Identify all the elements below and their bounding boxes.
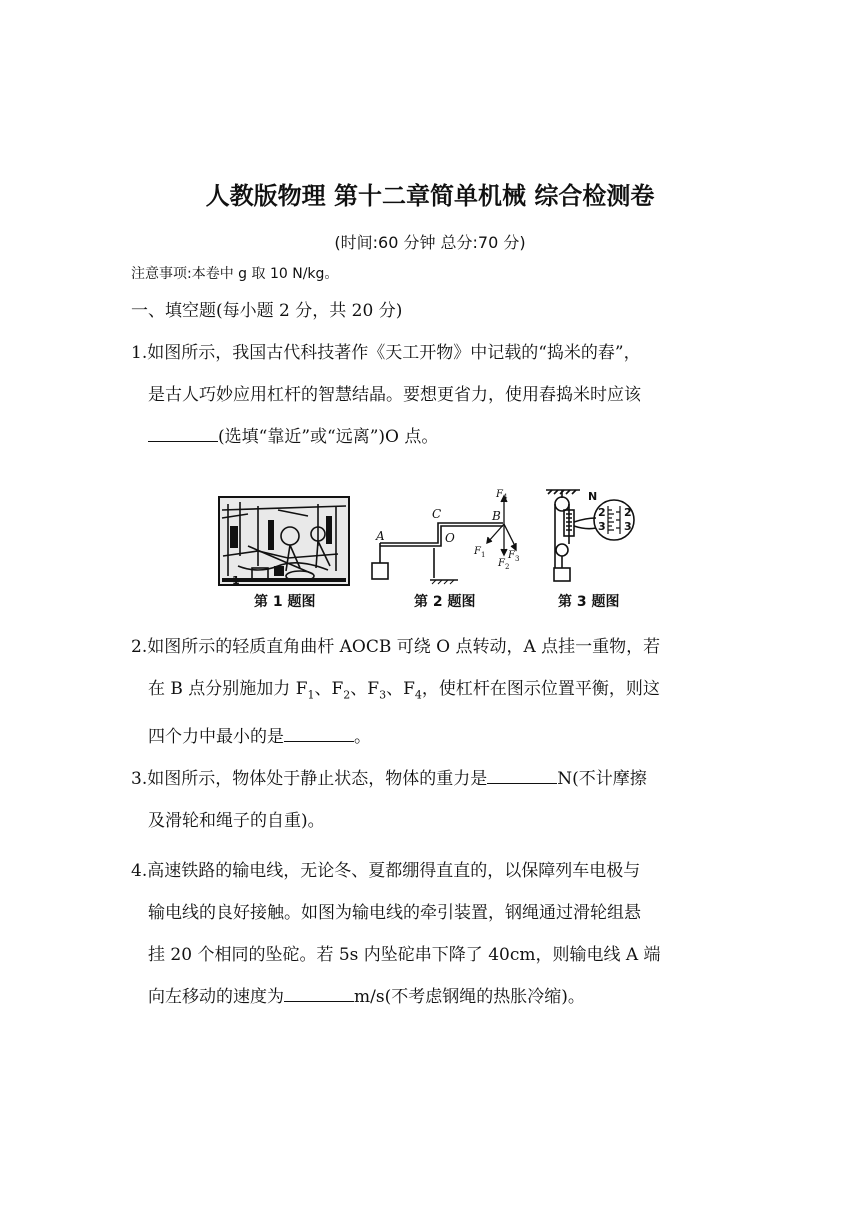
label-b: B — [492, 509, 501, 523]
q4-line-4-text-b: m/s(不考虑钢绳的热胀冷缩)。 — [354, 987, 585, 1007]
label-f2-sub: 2 — [505, 563, 510, 571]
section-heading: 一、填空题(每小题 2 分，共 20 分) — [131, 301, 403, 321]
tick-2-left: 2 — [598, 506, 606, 519]
label-f3: F — [508, 550, 515, 561]
label-o: O — [445, 531, 455, 545]
q1-line-3 — [131, 416, 751, 458]
q3-line-2: 及滑轮和绳子的自重)。 — [148, 811, 325, 831]
q4-line-2: 输电线的良好接触。如图为输电线的牵引装置，钢绳通过滑轮组悬 — [148, 903, 641, 923]
q1-line-3-text: (选填“靠近”或“远离”)O 点。 — [218, 427, 439, 447]
figure-2-lever — [368, 488, 518, 588]
exam-info: (时间:60 分钟 总分:70 分) — [334, 233, 526, 252]
figure-1-caption: 第 1 题图 — [254, 594, 316, 610]
q2-sub-2: 2 — [343, 688, 351, 702]
q2-sep-2: 、F — [350, 679, 380, 699]
figure-2-caption: 第 2 题图 — [414, 594, 476, 610]
svg-text:1: 1 — [232, 574, 240, 587]
tick-3-left: 3 — [598, 520, 606, 533]
q4-line-4-text-a: 向左移动的速度为 — [148, 987, 284, 1007]
page-title: 人教版物理 第十二章简单机械 综合检测卷 — [205, 182, 655, 210]
exam-note: 注意事项:本卷中 g 取 10 N/kg。 — [131, 266, 339, 282]
figure-3-caption: 第 3 题图 — [558, 594, 620, 610]
label-c: C — [432, 507, 442, 521]
q2-line-3-text-b: 。 — [354, 727, 371, 748]
answer-blank-4[interactable] — [284, 983, 354, 1002]
q4-line-4 — [131, 976, 751, 1018]
label-a: A — [376, 529, 385, 543]
label-f2: F — [498, 558, 505, 569]
q1-line-1: 1.如图所示，我国古代科技著作《天工开物》中记载的“捣米的舂”， — [131, 343, 641, 363]
q2-line-2-text-a: 在 B 点分别施加力 F — [148, 679, 308, 699]
label-f4: F — [496, 489, 503, 500]
q4-line-1: 4.高速铁路的输电线，无论冬、夏都绷得直直的，以保障列车电极与 — [131, 861, 641, 881]
question-2 — [131, 626, 751, 758]
tick-2-right: 2 — [624, 506, 632, 519]
q2-line-2 — [131, 668, 751, 716]
q3-line-1-text-a: 3.如图所示，物体处于静止状态，物体的重力是 — [131, 769, 488, 789]
answer-blank-1[interactable] — [148, 423, 218, 442]
answer-blank-2[interactable] — [284, 723, 354, 742]
figure-3-pulley — [540, 488, 658, 588]
q2-sub-4: 4 — [414, 688, 422, 702]
q3-line-1 — [131, 758, 751, 800]
q2-sep-3: 、F — [386, 679, 415, 699]
question-4 — [131, 850, 751, 1018]
q2-sub-3: 3 — [379, 688, 387, 702]
label-f4-sub: 4 — [503, 493, 508, 501]
q2-line-3 — [131, 716, 751, 758]
q2-line-2-text-b: ，使杠杆在图示位置平衡，则这 — [421, 679, 660, 699]
q2-sep-1: 、F — [314, 679, 344, 699]
tick-3-right: 3 — [624, 520, 632, 533]
figure-1-illustration — [218, 496, 350, 586]
label-f3-sub: 3 — [515, 555, 520, 563]
q1-line-2: 是古人巧妙应用杠杆的智慧结晶。要想更省力，使用舂捣米时应该 — [148, 385, 641, 405]
figure-strip — [218, 488, 658, 616]
q4-line-3: 挂 20 个相同的坠砣。若 5s 内坠砣串下降了 40cm，则输电线 A 端 — [148, 945, 661, 965]
question-1 — [131, 332, 751, 458]
label-n: N — [588, 490, 598, 503]
answer-blank-3[interactable] — [487, 765, 557, 784]
label-f1: F — [474, 546, 481, 557]
q3-line-1-text-b: N(不计摩擦 — [557, 769, 647, 789]
q2-line-3-text-a: 四个力中最小的是 — [148, 727, 284, 748]
q2-line-1: 2.如图所示的轻质直角曲杆 AOCB 可绕 O 点转动，A 点挂一重物，若 — [131, 637, 661, 657]
q2-sub-1: 1 — [307, 688, 315, 702]
question-3 — [131, 758, 751, 842]
label-f1-sub: 1 — [481, 551, 486, 559]
